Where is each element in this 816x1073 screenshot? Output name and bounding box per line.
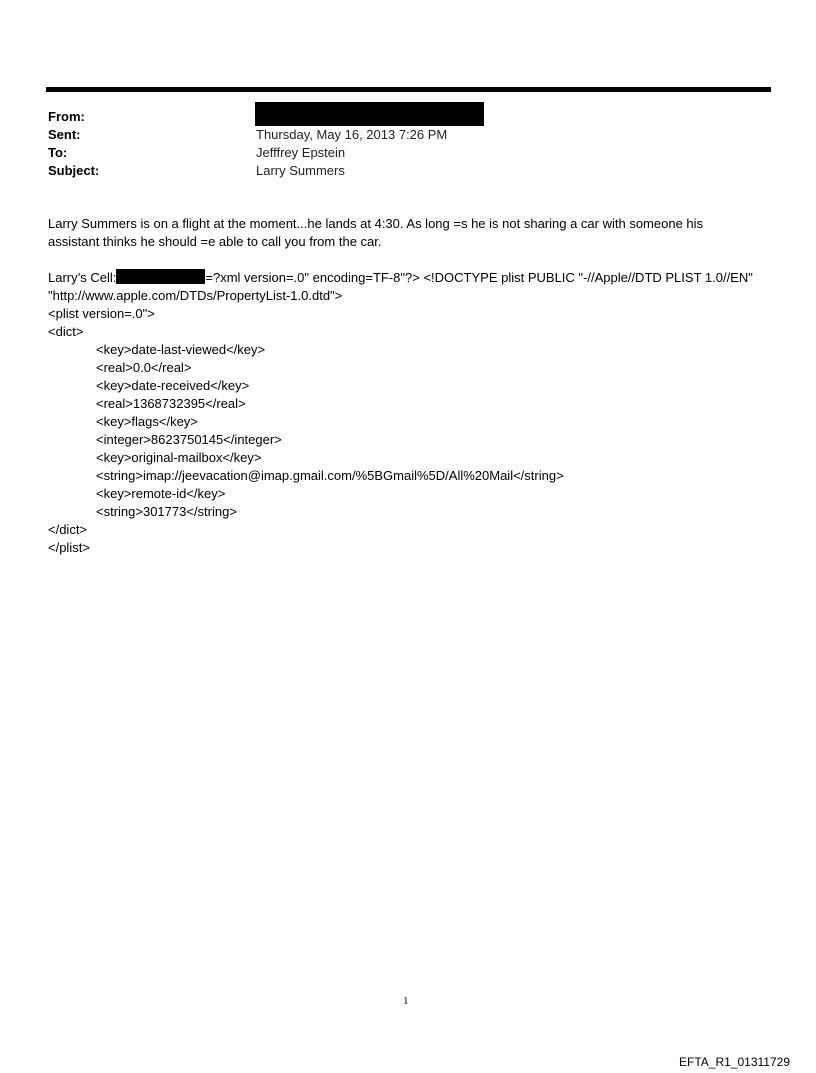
dict-line: <string>imap://jeevacation@imap.gmail.com/%5BGmail%5D/All%20Mail</string>: [96, 468, 564, 483]
sent-row: [48, 126, 748, 144]
plist-line: <dict>: [48, 324, 84, 339]
from-redaction: [255, 102, 484, 126]
dict-line: <key>original-mailbox</key>: [96, 450, 262, 465]
plist-line: "http://www.apple.com/DTDs/PropertyList-1.0.dtd">: [48, 288, 343, 303]
dict-line: <key>date-received</key>: [96, 378, 250, 393]
message-line: assistant thinks he should =e able to call you from the car.: [48, 234, 382, 249]
cell-line: [48, 269, 778, 287]
dict-line: <integer>8623750145</integer>: [96, 432, 282, 447]
cell-suffix: =?xml version=.0" encoding=TF-8"?> <!DOCTYPE plist PUBLIC "-//Apple//DTD PLIST 1.0//EN": [205, 270, 753, 285]
plist-block: [48, 269, 778, 557]
dict-line: <key>remote-id</key>: [96, 486, 226, 501]
subject-row: [48, 162, 748, 180]
closing-line: </dict>: [48, 522, 88, 537]
message-line: Larry Summers is on a flight at the moment...he lands at 4:30. As long =s he is not sharing a car with someone his: [48, 216, 704, 231]
cell-label: Larry’s Cell:: [48, 270, 117, 285]
document-id: EFTA_R1_01311729: [679, 1055, 790, 1069]
header-rule: [46, 87, 771, 92]
plist-line: <plist version=.0">: [48, 306, 155, 321]
sent-label: Sent:: [48, 127, 81, 142]
dict-line: <string>301773</string>: [96, 504, 237, 519]
to-label: To:: [48, 145, 68, 160]
email-body: [48, 215, 778, 557]
message-paragraph: [48, 215, 778, 251]
subject-label: Subject:: [48, 163, 100, 178]
cell-redaction: [116, 269, 205, 284]
dict-line: <real>0.0</real>: [96, 360, 192, 375]
subject-value: Larry Summers: [256, 163, 345, 178]
dict-line: <key>date-last-viewed</key>: [96, 342, 266, 357]
to-value: Jefffrey Epstein: [256, 145, 346, 160]
sent-value: Thursday, May 16, 2013 7:26 PM: [256, 127, 448, 142]
to-row: [48, 144, 748, 162]
dict-line: <key>flags</key>: [96, 414, 198, 429]
page-number: 1: [403, 995, 409, 1007]
dict-line: <real>1368732395</real>: [96, 396, 246, 411]
closing-line: </plist>: [48, 540, 90, 555]
from-label: From:: [48, 109, 85, 124]
from-row: [48, 108, 748, 126]
